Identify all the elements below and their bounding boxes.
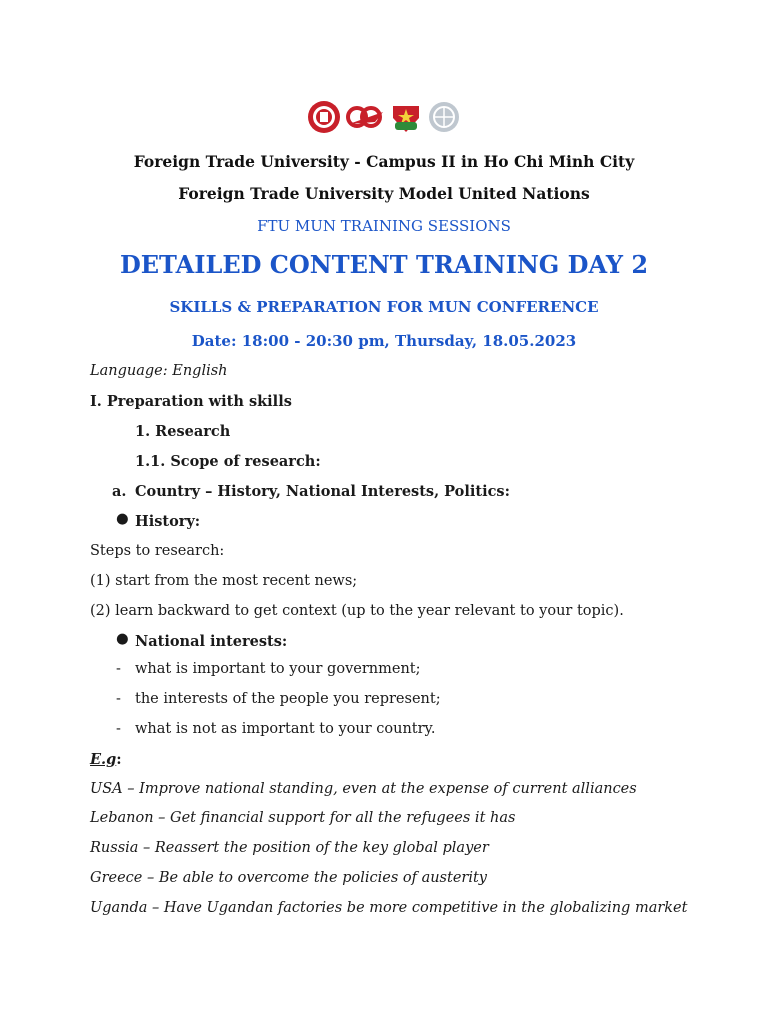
dash-item: what is important to your government;	[135, 661, 421, 677]
dash-icon: -	[116, 661, 121, 677]
example-item: Uganda – Have Ugandan factories be more competitive in the globalizing market	[90, 900, 688, 916]
example-item: Lebanon – Get financial support for all the refugees it has	[90, 810, 516, 826]
step-1: (1) start from the most recent news;	[90, 573, 358, 589]
session-date: Date: 18:00 - 20:30 pm, Thursday, 18.05.2023	[191, 332, 577, 350]
university-name: Foreign Trade University - Campus II in Ho Chi Minh City	[133, 152, 635, 171]
eg-label: E.g	[90, 751, 117, 768]
section-heading: I. Preparation with skills	[90, 393, 292, 410]
step-2: (2) learn backward to get context (up to the year relevant to your topic).	[90, 603, 624, 619]
subheading-research: 1. Research	[135, 423, 231, 440]
mun-name: Foreign Trade University Model United Nations	[178, 184, 590, 203]
list-marker-a: a.	[112, 483, 127, 500]
un-emblem-icon	[427, 100, 461, 134]
youth-union-icon	[389, 100, 423, 134]
bullet-icon: ●	[116, 511, 129, 527]
example-item: Russia – Reassert the position of the key global player	[90, 840, 489, 856]
ftu-seal-icon	[307, 100, 341, 134]
logo-row	[0, 100, 768, 134]
list-item-country: Country – History, National Interests, Politics:	[135, 483, 510, 500]
eg-line	[90, 751, 122, 768]
dash-item: what is not as important to your country.	[135, 721, 436, 737]
page-title: DETAILED CONTENT TRAINING DAY 2	[119, 250, 649, 279]
language-line: Language: English	[90, 363, 228, 379]
dash-item: the interests of the people you represent;	[135, 691, 441, 707]
bullet-icon: ●	[116, 631, 129, 647]
example-item: USA – Improve national standing, even at the expense of current alliances	[90, 781, 637, 797]
subheading-scope: 1.1. Scope of research:	[135, 453, 321, 470]
dash-icon: -	[116, 691, 121, 707]
example-item: Greece – Be able to overcome the policies of austerity	[90, 870, 487, 886]
page-subtitle: SKILLS & PREPARATION FOR MUN CONFERENCE	[169, 298, 599, 316]
dash-icon: -	[116, 721, 121, 737]
bullet-national-interests: National interests:	[135, 633, 288, 650]
sessions-label: FTU MUN TRAINING SESSIONS	[257, 217, 511, 235]
steps-title: Steps to research:	[90, 543, 225, 559]
eg-colon: :	[116, 751, 122, 768]
anniversary-60-icon	[345, 100, 385, 134]
bullet-history: History:	[135, 513, 201, 530]
